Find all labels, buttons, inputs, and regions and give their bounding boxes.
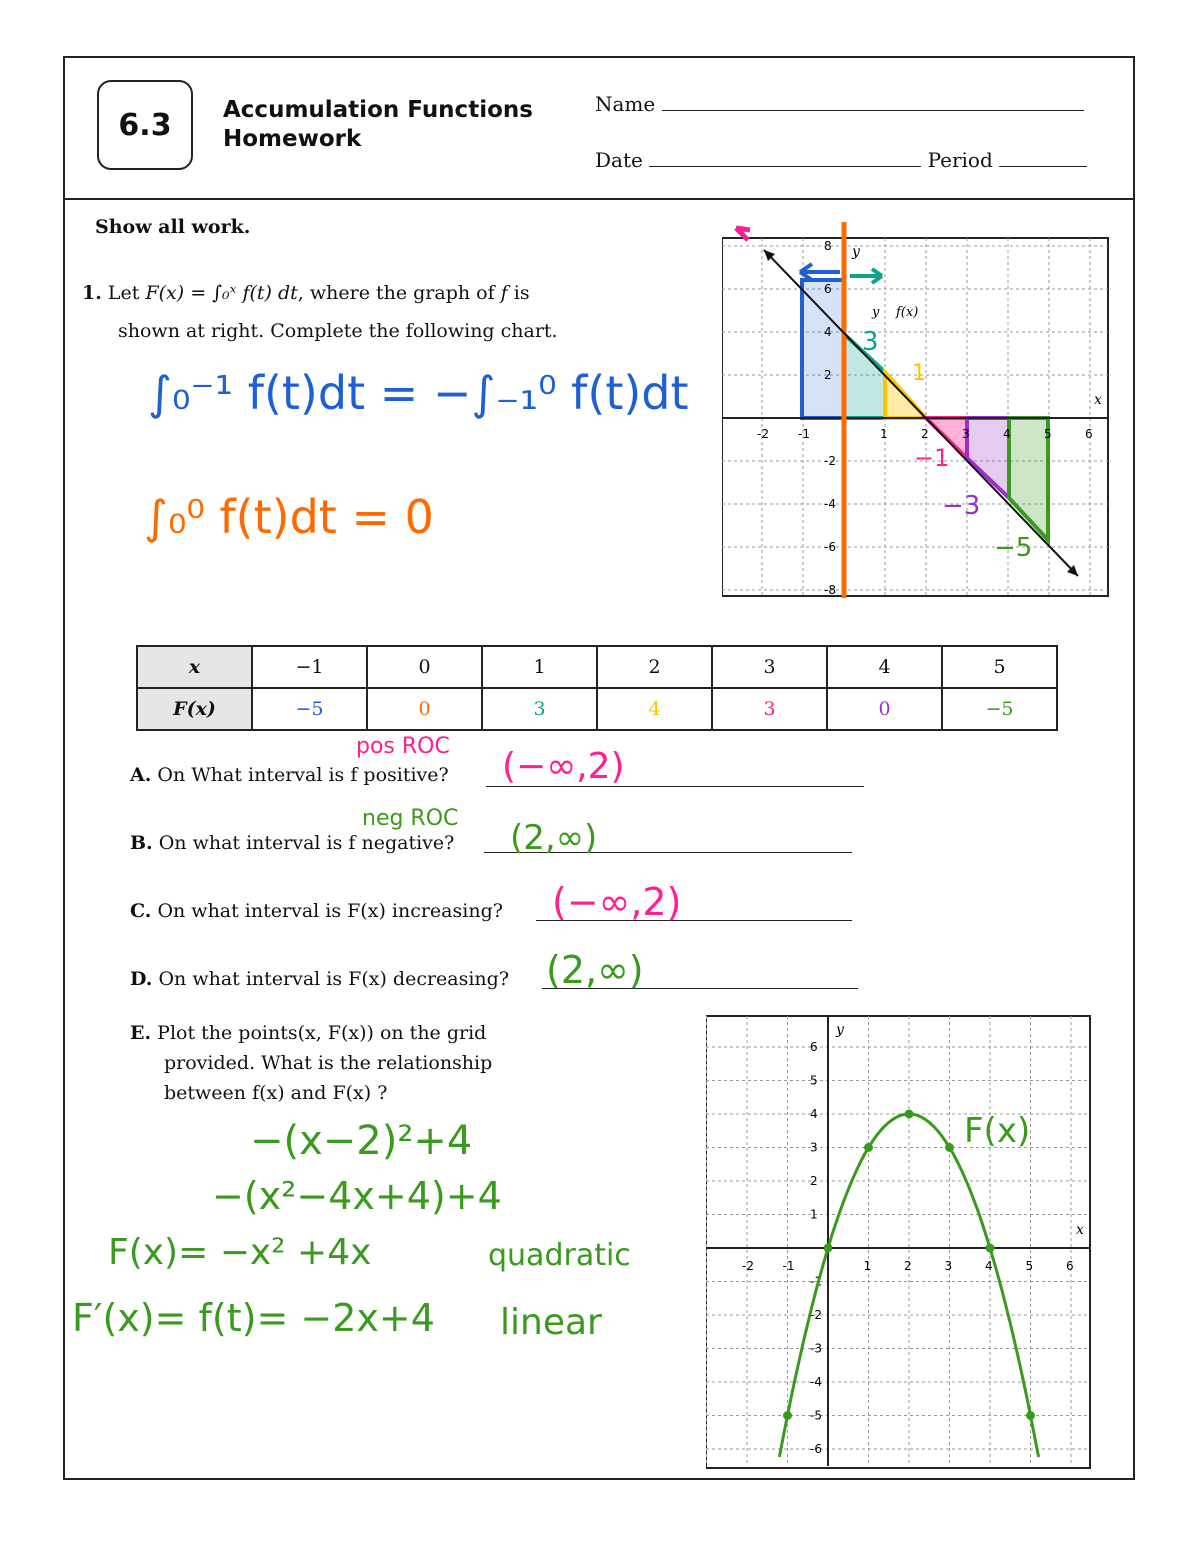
title-line-1: Accumulation Functions xyxy=(223,97,533,123)
handwritten-e-3: F(x)= −x² +4x xyxy=(108,1232,372,1273)
area-label-neg1: −1 xyxy=(914,444,950,472)
y-tick-label: -4 xyxy=(824,497,836,511)
chart-F-cell[interactable]: 3 xyxy=(712,688,827,730)
x-tick-label: 3 xyxy=(944,1259,953,1273)
x-tick-label: 5 xyxy=(1044,427,1052,441)
values-chart xyxy=(136,645,1058,731)
graph-f-func-label: f(x) xyxy=(896,305,919,320)
lesson-number: 6.3 xyxy=(118,107,172,143)
chart-row-x xyxy=(137,646,1057,688)
period-blank[interactable] xyxy=(999,146,1087,167)
answer-d: (2,∞) xyxy=(546,948,644,992)
y-tick-label: 2 xyxy=(810,1174,818,1188)
handwritten-integral-swap: ∫₀⁻¹ f(t)dt = −∫₋₁⁰ f(t)dt xyxy=(148,366,689,420)
area-label-1: 1 xyxy=(912,361,926,386)
plotted-point xyxy=(945,1143,954,1152)
name-label: Name xyxy=(595,92,656,116)
problem-integral: F(x) = ∫₀ˣ f(t) dt xyxy=(145,282,298,304)
y-tick-label: -3 xyxy=(810,1341,822,1356)
x-tick-label: 6 xyxy=(1085,427,1093,441)
x-tick-label: 2 xyxy=(921,427,929,441)
x-tick-label: -2 xyxy=(742,1259,754,1273)
chart-head-x: x xyxy=(137,646,252,688)
question-e-line-1: Plot the points(x, F(x)) on the grid xyxy=(157,1022,487,1044)
x-tick-label: 2 xyxy=(904,1259,912,1273)
graph-f-y-label: y xyxy=(852,244,860,260)
question-c-text: On what interval is F(x) increasing? xyxy=(157,900,503,922)
plotted-point xyxy=(864,1143,873,1152)
question-d xyxy=(130,968,509,990)
x-tick-label: -1 xyxy=(798,427,810,441)
x-tick-label: 3 xyxy=(962,427,970,441)
name-blank[interactable] xyxy=(662,90,1084,111)
chart-F-cell[interactable]: 4 xyxy=(597,688,712,730)
plotted-point xyxy=(824,1244,833,1253)
area-label-neg3: −3 xyxy=(942,491,981,521)
y-tick-label: -5 xyxy=(810,1408,822,1423)
handwritten-e-1: −(x−2)²+4 xyxy=(250,1118,473,1164)
chart-F-cell[interactable]: 0 xyxy=(827,688,942,730)
question-e-label: E. xyxy=(130,1022,152,1044)
question-e xyxy=(130,1018,492,1108)
title-line-2: Homework xyxy=(223,126,362,152)
x-tick-label: 6 xyxy=(1066,1259,1074,1273)
question-a xyxy=(130,764,449,786)
y-tick-label: -1 xyxy=(810,1274,822,1289)
y-tick-label: 8 xyxy=(824,239,832,253)
problem-number: 1. xyxy=(82,282,102,304)
plotted-point xyxy=(986,1244,995,1253)
note-neg-roc: neg ROC xyxy=(362,806,459,831)
chart-x-cell: 2 xyxy=(597,646,712,688)
y-tick-label: 5 xyxy=(810,1073,818,1088)
x-tick-label: 4 xyxy=(985,1259,993,1273)
answer-b: (2,∞) xyxy=(510,818,598,858)
problem-let: Let xyxy=(107,282,140,304)
answer-a: (−∞,2) xyxy=(502,746,625,787)
y-tick-label: 6 xyxy=(824,282,832,296)
chart-F-cell[interactable]: 3 xyxy=(482,688,597,730)
graph-F xyxy=(706,1014,1094,1470)
chart-F-cell[interactable]: −5 xyxy=(942,688,1057,730)
x-tick-label: 5 xyxy=(1025,1259,1034,1273)
question-a-text: On What interval is f positive? xyxy=(157,764,449,786)
y-tick-label: 3 xyxy=(810,1140,818,1155)
handwritten-e-4: F′(x)= f(t)= −2x+4 xyxy=(72,1296,435,1340)
problem-f: f xyxy=(500,282,508,304)
chart-x-cell: −1 xyxy=(252,646,367,688)
handwritten-e-linear: linear xyxy=(500,1302,602,1343)
y-tick-label: 4 xyxy=(824,325,832,339)
graph-F-border xyxy=(706,1016,1090,1468)
chart-row-F xyxy=(137,688,1057,730)
y-tick-label: -8 xyxy=(824,583,836,597)
chart-x-cell: 3 xyxy=(712,646,827,688)
y-tick-label: 1 xyxy=(810,1207,818,1222)
y-tick-label: -4 xyxy=(810,1375,822,1389)
chart-x-cell: 5 xyxy=(942,646,1057,688)
date-label: Date xyxy=(595,148,643,172)
chart-x-cell: 4 xyxy=(827,646,942,688)
chart-x-cell: 1 xyxy=(482,646,597,688)
instructions: Show all work. xyxy=(95,216,251,238)
plotted-point xyxy=(783,1411,792,1420)
area-label-3: 3 xyxy=(862,327,879,357)
question-e-line-3: between f(x) and F(x) ? xyxy=(164,1082,388,1104)
area-region-blue xyxy=(802,280,844,418)
problem-1-line-2: shown at right. Complete the following chart. xyxy=(118,320,558,342)
x-tick-label: 4 xyxy=(1003,427,1011,441)
question-d-label: D. xyxy=(130,968,153,990)
question-e-line-2: provided. What is the relationship xyxy=(164,1052,493,1074)
handwritten-e-2: −(x²−4x+4)+4 xyxy=(212,1174,502,1218)
question-c xyxy=(130,900,503,922)
x-tick-label: 1 xyxy=(880,427,888,441)
page-title xyxy=(223,96,533,154)
chart-F-cell[interactable]: 0 xyxy=(367,688,482,730)
problem-where: , where the graph of xyxy=(297,282,495,304)
name-field[interactable] xyxy=(595,90,1084,116)
question-c-label: C. xyxy=(130,900,152,922)
graph-F-x-label: x xyxy=(1076,1222,1084,1238)
y-tick-label: -2 xyxy=(810,1308,822,1322)
header-divider xyxy=(63,198,1135,200)
x-tick-label: -2 xyxy=(757,427,769,441)
graph-F-y-label: y xyxy=(836,1022,844,1038)
graph-f-func-y: y xyxy=(872,305,880,320)
graph-f xyxy=(722,222,1112,602)
problem-is: is xyxy=(513,282,530,304)
period-label: Period xyxy=(927,148,993,172)
question-a-label: A. xyxy=(130,764,152,786)
y-tick-label: -2 xyxy=(824,454,836,468)
y-tick-label: 2 xyxy=(824,368,832,382)
handwritten-e-quadratic: quadratic xyxy=(488,1238,631,1273)
graph-f-x-label: x xyxy=(1094,392,1102,408)
lesson-number-box xyxy=(97,80,193,170)
x-tick-label: -1 xyxy=(782,1259,795,1273)
graph-F-curve-label: F(x) xyxy=(964,1111,1031,1151)
question-b xyxy=(130,832,454,854)
handwritten-integral-zero: ∫₀⁰ f(t)dt = 0 xyxy=(144,490,434,544)
question-b-text: On what interval is f negative? xyxy=(158,832,455,854)
y-tick-label: 4 xyxy=(810,1107,818,1121)
area-label-neg5: −5 xyxy=(994,533,1033,563)
question-b-label: B. xyxy=(130,832,153,854)
note-pos-roc: pos ROC xyxy=(356,734,450,759)
date-field[interactable] xyxy=(595,146,1087,172)
chart-F-cell[interactable]: −5 xyxy=(252,688,367,730)
date-blank[interactable] xyxy=(649,146,921,167)
plotted-point xyxy=(1026,1411,1035,1420)
problem-1-line-1 xyxy=(82,282,530,304)
x-tick-label: 1 xyxy=(863,1259,872,1273)
plotted-point xyxy=(905,1110,914,1119)
y-tick-label: -6 xyxy=(810,1442,822,1456)
answer-c: (−∞,2) xyxy=(552,880,682,924)
y-tick-label: -6 xyxy=(824,540,836,554)
y-tick-label: 6 xyxy=(810,1040,818,1054)
question-d-text: On what interval is F(x) decreasing? xyxy=(158,968,510,990)
chart-x-cell: 0 xyxy=(367,646,482,688)
chart-head-F: F(x) xyxy=(137,688,252,730)
